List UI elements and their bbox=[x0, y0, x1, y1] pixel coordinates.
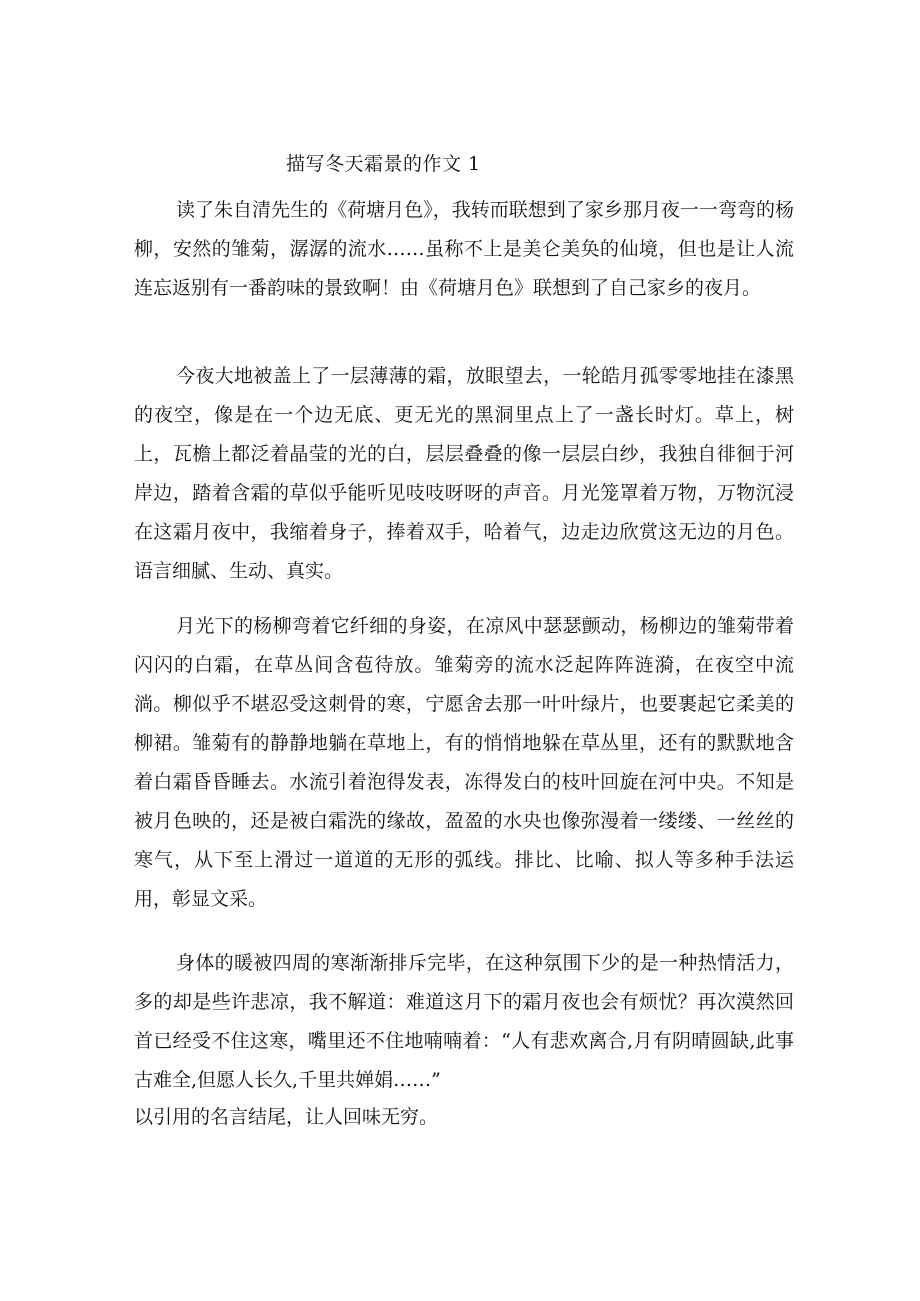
paragraph-1: 读了朱自清先生的《荷塘月色》，我转而联想到了家乡那月夜一一弯弯的杨柳，安然的雏菊，潺潺的流水……虽称不上是美仑美奂的仙境，但也是让人流连忘返别有一番韵味的景致啊！由《荷塘月色》联想到了自己家乡的夜月。 bbox=[134, 199, 794, 299]
closing-remark: 以引用的名言结尾，让人回味无穷。 bbox=[134, 1106, 439, 1128]
paragraph-2: 今夜大地被盖上了一层薄薄的霜，放眼望去，一轮皓月孤零零地挂在漆黑的夜空，像是在一个边无底、更无光的黑洞里点上了一盏长时灯。草上，树上，瓦檐上都泛着晶莹的光的白，层层叠叠的像一层层白纱，我独自徘徊于河岸边，踏着含霜的草似乎能听见吱吱呀呀的声音。月光笼罩着万物，万物沉浸在这霜月夜中，我缩着身子，捧着双手，哈着气，边走边欣赏这无边的月色。语言细腻、生动、真实。 bbox=[134, 365, 794, 582]
paragraph-4: 身体的暖被四周的寒渐渐排斥完毕，在这种氛围下少的是一种热情活力，多的却是些许悲凉，我不解道：难道这月下的霜月夜也会有烦忧？再次漠然回首已经受不住这寒，嘴里还不住地喃喃着：“人有悲欢离合,月有阴晴圆缺,此事古难全,但愿人长久,千里共婵娟……” bbox=[134, 952, 794, 1091]
paragraph-3: 月光下的杨柳弯着它纤细的身姿，在凉风中瑟瑟颤动，杨柳边的雏菊带着闪闪的白霜，在草丛间含苞待放。雏菊旁的流水泛起阵阵涟漪，在夜空中流淌。柳似乎不堪忍受这刺骨的寒，宁愿舍去那一叶叶绿片，也要裹起它柔美的柳裙。雏菊有的静静地躺在草地上，有的悄悄地躲在草丛里，还有的默默地含着白霜昏昏睡去。水流引着泡得发表，冻得发白的枝叶回旋在河中央。不知是被月色映的，还是被白霜洗的缘故，盈盈的水央也像弥漫着一缕缕、一丝丝的寒气，从下至上滑过一道道的无形的弧线。排比、比喻、拟人等多种手法运用，彰显文采。 bbox=[134, 615, 794, 910]
document-title: 描写冬天霜景的作文 1 bbox=[286, 153, 481, 175]
